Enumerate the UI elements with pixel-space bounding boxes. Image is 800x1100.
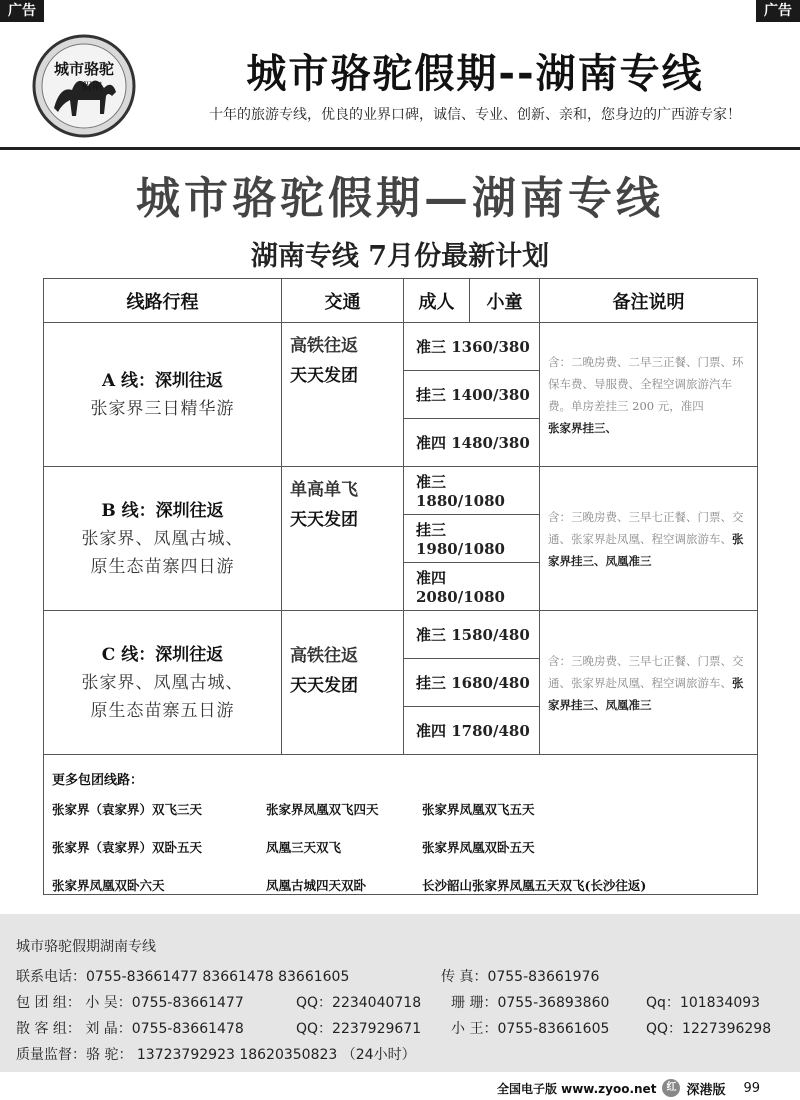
footer-row-phone [16, 964, 800, 990]
route-line: C 线：深圳往返 [101, 644, 224, 665]
price-tier: 准四 [416, 722, 447, 740]
footer-shanshan-qq: Qq：101834093 [646, 995, 761, 1011]
table-row [44, 323, 758, 371]
price-cell [404, 707, 540, 755]
transport-schedule: 天天发团 [290, 510, 358, 530]
main-title: 城市骆驼假期—湖南专线 [136, 173, 664, 224]
price-cell [404, 515, 540, 563]
transport-cell [282, 323, 404, 467]
footer-fit-qq: QQ：2237929671 [296, 1021, 422, 1037]
more-route-item: 张家界凤凰双飞四天 [266, 802, 379, 817]
price-cell [404, 323, 540, 371]
more-route-item: 凤凰古城四天双卧 [266, 878, 367, 893]
price-tier: 准三 [416, 626, 447, 644]
header-child: 小童 [470, 279, 540, 323]
header [0, 22, 800, 150]
note-cell [540, 323, 758, 467]
more-routes-row [44, 755, 758, 895]
region-label: 深港版 [686, 1082, 726, 1098]
footer-row-fit [16, 1016, 800, 1042]
price-tier: 准四 [416, 569, 447, 587]
footer-group-contact: 包 团 组： 小 吴：0755-83661477 [16, 995, 244, 1011]
price-value: 1780/480 [451, 722, 530, 740]
transport-cell [282, 611, 404, 755]
logo-text: 城市骆驼 [53, 60, 115, 78]
more-route-item: 长沙韶山张家界凤凰五天双飞(长沙往返) [422, 878, 647, 893]
transport-cell [282, 467, 404, 611]
header-slogan: 十年的旅游专线，优良的业界口碑，诚信、专业、创新、亲和，您身边的广西游专家！ [209, 107, 741, 123]
more-route-item: 张家界凤凰双卧五天 [422, 840, 535, 855]
price-value: 1360/380 [451, 338, 530, 356]
camel-logo-icon [30, 34, 138, 138]
footer-phone: 联系电话：0755-83661477 83661478 83661605 [16, 969, 350, 985]
price-cell [404, 419, 540, 467]
note-bold: 张家界挂三、凤凰准三 [548, 531, 744, 568]
badge-icon: 红 [662, 1079, 680, 1097]
price-value: 2080/1080 [416, 588, 505, 606]
contact-footer [0, 914, 800, 1072]
route-desc: 张家界、凤凰古城、 [81, 672, 244, 693]
header-note: 备注说明 [540, 279, 758, 323]
price-value: 1680/480 [451, 674, 530, 692]
route-desc: 原生态苗寨五日游 [90, 700, 235, 721]
route-desc: 张家界、凤凰古城、 [81, 528, 244, 549]
more-route-item: 张家界凤凰双卧六天 [52, 878, 165, 893]
footer-row-group [16, 990, 800, 1016]
page-footer [497, 1076, 760, 1100]
price-cell [404, 563, 540, 611]
route-desc: 张家界三日精华游 [90, 398, 235, 419]
route-line: A 线：深圳往返 [101, 370, 224, 391]
price-value: 1400/380 [451, 386, 530, 404]
more-routes-title: 更多包团线路： [52, 773, 144, 788]
header-transport: 交通 [282, 279, 404, 323]
note-bold: 张家界挂三、凤凰准三 [548, 675, 744, 712]
ad-tag-left: 广告 [0, 0, 44, 22]
more-route-item: 张家界（袁家界）双卧五天 [52, 840, 203, 855]
transport-mode: 高铁往返 [290, 646, 358, 666]
page-number: 99 [743, 1080, 760, 1096]
footer-fax: 传 真：0755-83661976 [441, 969, 600, 985]
more-route-item: 张家界（袁家界）双飞三天 [52, 802, 203, 817]
price-value: 1480/380 [451, 434, 530, 452]
route-cell [44, 467, 282, 611]
transport-mode: 单高单飞 [290, 480, 358, 500]
price-tier: 准四 [416, 434, 447, 452]
table-row [44, 611, 758, 659]
more-routes-grid [52, 800, 749, 894]
header-adult: 成人 [404, 279, 470, 323]
footer-fit-contact: 散 客 组： 刘 晶：0755-83661478 [16, 1021, 244, 1037]
footer-supervise: 质量监督：骆 驼： 13723792923 18620350823 （24小时） [16, 1047, 416, 1063]
note-text: 含：三晚房费、三早七正餐、门票、交通、张家界赴凤凰、程空调旅游车、 [548, 509, 744, 546]
footer-wang: 小 王：0755-83661605 [451, 1021, 610, 1037]
more-route-item: 张家界凤凰双飞五天 [422, 802, 535, 817]
price-cell [404, 467, 540, 515]
route-desc: 原生态苗寨四日游 [90, 556, 235, 577]
price-value: 1580/480 [451, 626, 530, 644]
edition-label: 全国电子版 www.zyoo.net [496, 1081, 657, 1096]
price-value: 1980/1080 [416, 540, 505, 558]
note-cell [540, 611, 758, 755]
more-route-item: 凤凰三天双飞 [266, 840, 342, 855]
logo-sub: 假期 [82, 82, 102, 93]
footer-wang-qq: QQ：1227396298 [646, 1021, 772, 1037]
price-cell [404, 611, 540, 659]
route-line: B 线：深圳往返 [101, 500, 224, 521]
price-tier: 挂三 [416, 386, 447, 404]
price-tier: 准三 [416, 473, 447, 491]
note-text: 含：三晚房费、三早七正餐、门票、交通、张家界赴凤凰、程空调旅游车、 [548, 653, 744, 690]
more-routes-cell [44, 755, 758, 895]
ad-tag-right: 广告 [756, 0, 800, 22]
table-row [44, 467, 758, 515]
sub-title: 湖南专线 7月份最新计划 [250, 241, 550, 272]
price-tier: 挂三 [416, 674, 447, 692]
transport-schedule: 天天发团 [290, 676, 358, 696]
price-tier: 挂三 [416, 521, 447, 539]
price-tier: 准三 [416, 338, 447, 356]
table-header-row [44, 279, 758, 323]
header-route: 线路行程 [44, 279, 282, 323]
transport-mode: 高铁往返 [290, 336, 358, 356]
price-cell [404, 371, 540, 419]
route-cell [44, 611, 282, 755]
price-value: 1880/1080 [416, 492, 505, 510]
note-bold: 张家界挂三、 [548, 420, 617, 435]
footer-shanshan: 珊 珊：0755-36893860 [451, 995, 610, 1011]
footer-group-qq: QQ：2234040718 [296, 995, 422, 1011]
price-cell [404, 659, 540, 707]
note-cell [540, 467, 758, 611]
note-text: 含：二晚房费、二早三正餐、门票、环保车费、导服费、全程空调旅游汽车费。单房差挂三 200 元，准四 [548, 354, 744, 413]
route-cell [44, 323, 282, 467]
plan-table [43, 278, 758, 895]
transport-schedule: 天天发团 [290, 366, 358, 386]
header-title: 城市骆驼假期--湖南专线 [246, 51, 704, 97]
footer-company: 城市骆驼假期湖南专线 [16, 939, 156, 955]
